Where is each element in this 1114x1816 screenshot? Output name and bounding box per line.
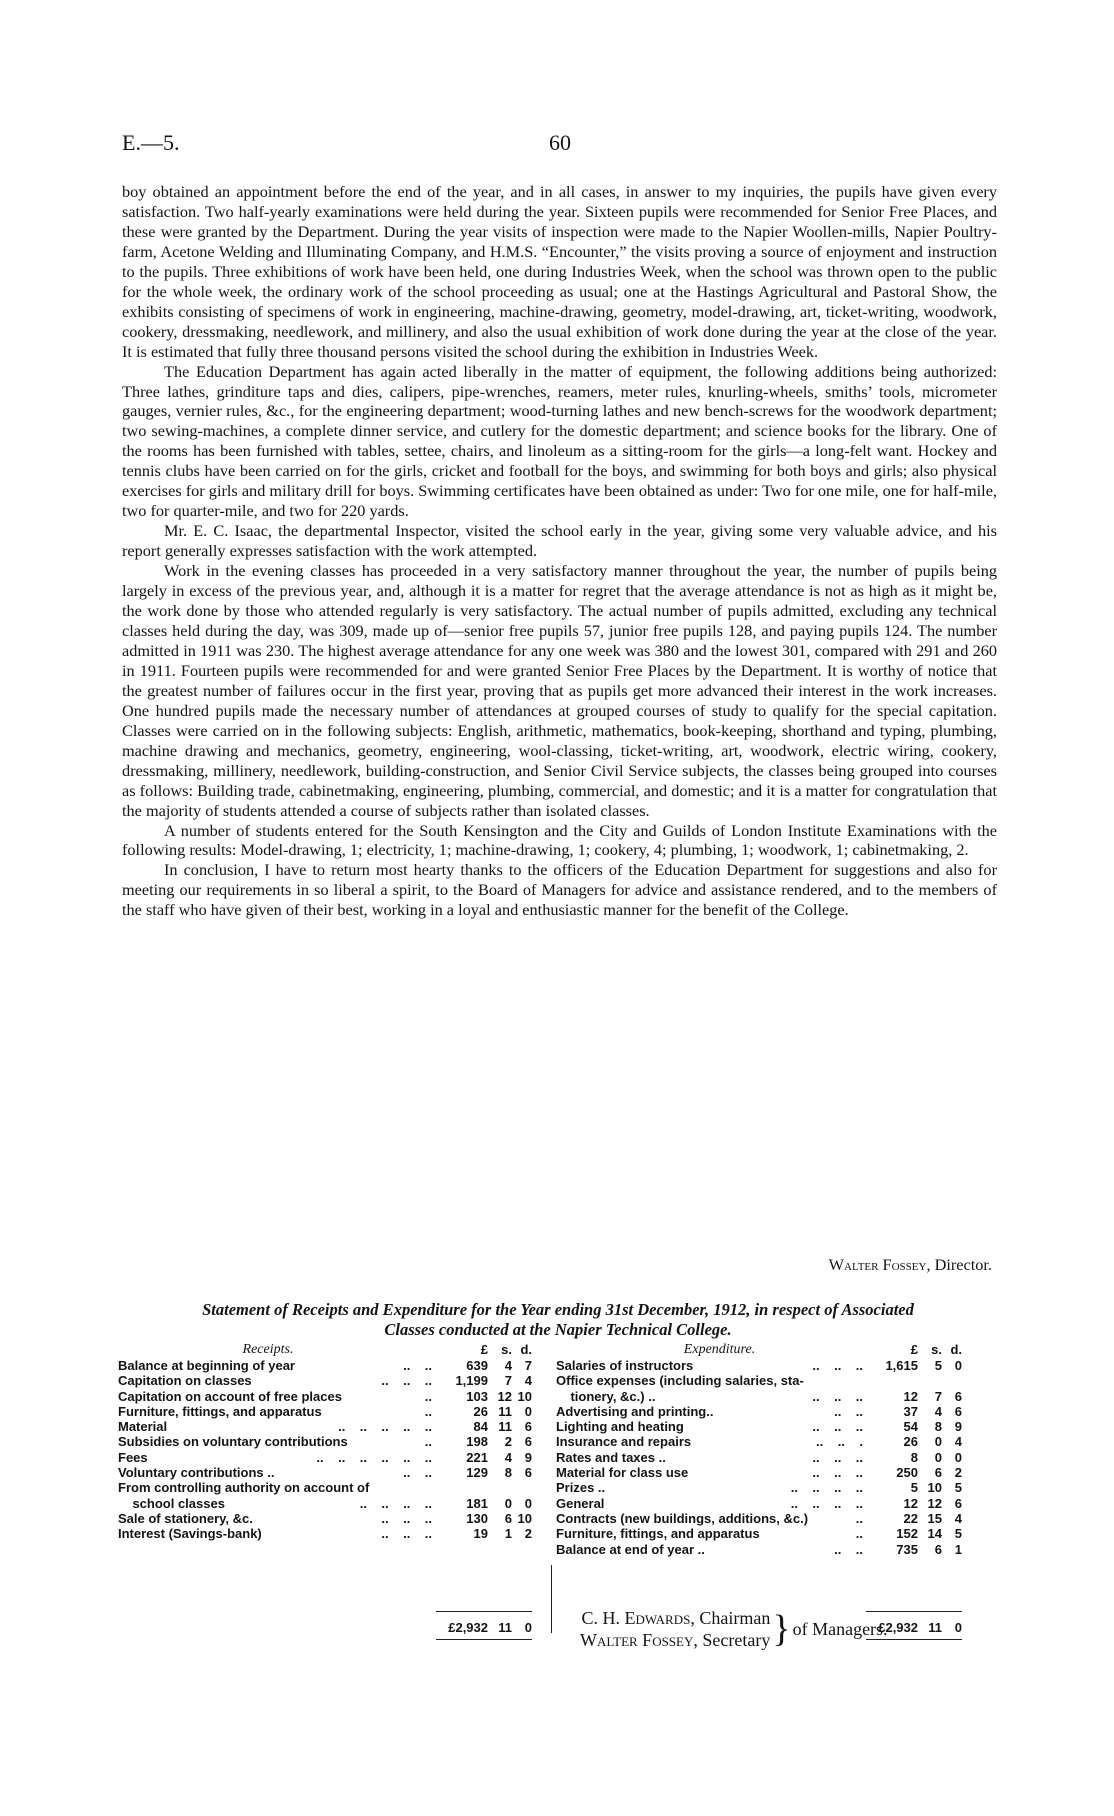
row-label: Capitation on classes <box>118 1373 252 1389</box>
table-row <box>118 1404 538 1419</box>
pounds-head: £ <box>910 1342 918 1357</box>
director-title: , Director. <box>926 1255 992 1274</box>
row-amount <box>436 1526 532 1541</box>
row-label: Fees <box>118 1449 148 1465</box>
row-amount <box>436 1389 532 1404</box>
amount-pence: 10 <box>517 1510 532 1526</box>
row-amount <box>436 1434 532 1449</box>
total-pence: 0 <box>524 1620 532 1635</box>
leader-dots: .. .. .. <box>812 1388 863 1404</box>
row-amount <box>436 1465 532 1480</box>
amount-pounds: 84 <box>473 1419 488 1435</box>
row-amount <box>866 1465 962 1480</box>
row-label: Material <box>118 1419 168 1435</box>
amount-pence: 7 <box>524 1358 532 1373</box>
table-row <box>118 1419 538 1434</box>
table-row <box>556 1496 993 1511</box>
leader-dots: .. .. <box>834 1541 863 1557</box>
leader-dots: .. .. .. .. <box>790 1495 863 1511</box>
amount-pence: 6 <box>524 1419 532 1435</box>
row-amount <box>866 1542 962 1557</box>
leader-dots: .. .. <box>403 1358 432 1373</box>
amount-shillings: 6 <box>934 1541 942 1557</box>
row-amount <box>866 1511 962 1526</box>
amount-pounds: 198 <box>466 1434 488 1450</box>
amount-shillings: 4 <box>504 1358 512 1373</box>
row-amount <box>436 1511 532 1526</box>
table-row <box>118 1511 538 1526</box>
leader-dots: .. .. .. <box>812 1449 863 1465</box>
amount-pence: 4 <box>954 1434 962 1450</box>
expenditure-header-row <box>556 1342 993 1358</box>
table-row <box>118 1465 538 1480</box>
row-amount <box>866 1419 962 1434</box>
amount-shillings: 4 <box>934 1403 942 1419</box>
table-row <box>118 1450 538 1465</box>
leader-dots: .. .. .. <box>812 1358 863 1373</box>
table-row <box>118 1373 538 1388</box>
amount-shillings: 8 <box>934 1419 942 1435</box>
table-row <box>556 1480 993 1495</box>
statement-title <box>118 1300 998 1340</box>
table-row <box>556 1404 993 1419</box>
director-name: Walter Fossey <box>828 1255 927 1274</box>
row-amount <box>866 1450 962 1465</box>
amount-pounds: 221 <box>466 1449 488 1465</box>
amount-pence: 6 <box>524 1434 532 1450</box>
pence-head: d. <box>520 1342 532 1357</box>
row-label: Capitation on account of free places <box>118 1388 342 1404</box>
leader-dots: .. .. . <box>816 1434 863 1450</box>
amount-shillings: 11 <box>498 1419 512 1435</box>
table-row <box>556 1450 993 1465</box>
leader-dots: .. .. .. .. .. .. <box>316 1449 432 1465</box>
amount-pounds: 130 <box>466 1510 488 1526</box>
amount-pounds: 12 <box>903 1388 918 1404</box>
signatory-names <box>580 1607 770 1651</box>
row-label: Balance at end of year .. <box>556 1541 705 1557</box>
total-shillings: 11 <box>928 1620 942 1635</box>
table-row <box>118 1480 538 1495</box>
receipts-currency-heads <box>436 1342 532 1357</box>
amount-pence: 0 <box>954 1358 962 1373</box>
total-pence: 0 <box>954 1620 962 1635</box>
managers-signatures <box>580 1607 888 1651</box>
leader-dots: .. <box>855 1510 863 1526</box>
amount-pounds: 735 <box>896 1541 918 1557</box>
amount-pounds: 639 <box>466 1358 488 1373</box>
total-shillings: 11 <box>498 1620 512 1635</box>
amount-pence: 9 <box>954 1419 962 1435</box>
row-label: Subsidies on voluntary contributions <box>118 1434 348 1450</box>
row-label: Furniture, fittings, and apparatus <box>556 1526 760 1542</box>
paragraph-inspector: Mr. E. C. Isaac, the departmental Inspector, visited the school early in the year, giving some very valuable advice, and his report generally expresses satisfaction with the work attempted. <box>122 521 997 561</box>
row-amount <box>436 1373 532 1388</box>
amount-shillings: 14 <box>927 1526 942 1542</box>
paragraph-examinations: A number of students entered for the South Kensington and the City and Guilds of London Institute Examinations with the following results: Model-drawing, 1; electricity, 1; machine-drawing, 1; cookery, 4; plumbing, 1; woodwork, 1; cabinetmaking, 2. <box>122 820 997 860</box>
amount-pence: 6 <box>954 1388 962 1404</box>
row-amount <box>436 1404 532 1419</box>
total-pounds: £2,932 <box>878 1620 918 1635</box>
row-label: From controlling authority on account of <box>118 1480 370 1496</box>
table-row <box>556 1434 993 1449</box>
leader-dots: .. <box>424 1403 432 1419</box>
signatory-secretary <box>580 1629 770 1651</box>
amount-pounds: 8 <box>910 1449 918 1465</box>
row-label: Advertising and printing.. <box>556 1403 714 1419</box>
leader-dots: .. .. .. <box>381 1510 432 1526</box>
amount-pounds: 54 <box>903 1419 918 1435</box>
paragraph-evening-classes: Work in the evening classes has proceeded in a very satisfactory manner throughout the year, the number of pupils being largely in excess of the previous year, and, although it is a matter for regret that the average attendance is not as high as it might be, the work done by those who attended regularly is very satisfactory. The actual number of pupils admitted, excluding any technical classes held during the day, was 309, made up of—senior free pupils 57, junior free pupils 128, and paying pupils 124. The number admitted in 1911 was 230. The highest average attendance for any one week was 380 and the lowest 301, compared with 291 and 260 in 1911. Fourteen pupils were recommended for and were granted Senior Free Places by the Department. It is worthy of notice that the greatest number of failures occur in the first year, proving that as pupils get more advanced their interest in the work increases. One hundred pupils made the necessary number of attendances at grouped courses of study to qualify for the special capitation. Classes were carried on in the following subjects: English, arithmetic, mathematics, book-keeping, shorthand and typing, plumbing, machine drawing and mechanics, geometry, engineering, wool-classing, ticket-writing, art, woodwork, electric wiring, cookery, dressmaking, millinery, needlework, building-construction, and Senior Civil Service subjects, the classes being grouped into courses as follows: Building trade, cabinetmaking, engineering, plumbing, commercial, and domestic; and it is a matter for congratulation that the majority of students attended a course of subjects rather than isolated classes. <box>122 561 997 820</box>
row-label: Office expenses (including salaries, sta- <box>556 1373 804 1389</box>
row-amount <box>866 1526 962 1541</box>
row-label: Rates and taxes .. <box>556 1449 666 1465</box>
signatories-suffix: of Managers. <box>792 1619 888 1639</box>
amount-pence: 2 <box>954 1465 962 1481</box>
receipts-total-rule-top <box>436 1611 532 1612</box>
secretary-name: Walter Fossey <box>580 1630 694 1650</box>
amount-shillings: 8 <box>504 1465 512 1481</box>
amount-shillings: 12 <box>927 1495 942 1511</box>
amount-pounds: 103 <box>466 1388 488 1404</box>
leader-dots: .. .. .. .. <box>359 1495 432 1511</box>
table-row <box>118 1389 538 1404</box>
amount-shillings: 2 <box>504 1434 512 1450</box>
amount-pounds: 12 <box>903 1495 918 1511</box>
table-row <box>556 1465 993 1480</box>
row-label: Balance at beginning of year <box>118 1358 295 1373</box>
row-label: Voluntary contributions .. <box>118 1465 275 1481</box>
paragraph-equipment: The Education Department has again acted liberally in the matter of equipment, the following additions being authorized: Three lathes, grinditure taps and dies, calipers, pipe-wrenches, reamers, meter rules, knurling-wheels, smiths’ tools, micrometer gauges, vernier rules, &c., for the engineering department; wood-turning lathes and new bench-screws for the woodwork department; two sewing-machines, a complete dinner service, and cutlery for the domestic department; and science books for the library. One of the rooms has been furnished with tables, settee, chairs, and linoleum as a sitting-room for the girls—a long-felt want. Hockey and tennis clubs have been carried on for the girls, cricket and football for the boys, and swimming for both boys and girls; also physical exercises for girls and military drill for boys. Swimming certificates have been obtained as under: Two for one mile, one for half-mile, two for quarter-mile, and two for 220 yards. <box>122 361 997 521</box>
amount-shillings: 6 <box>934 1465 942 1481</box>
row-amount <box>436 1496 532 1511</box>
amount-pence: 4 <box>524 1373 532 1389</box>
amount-pence: 0 <box>524 1495 532 1511</box>
row-label: Lighting and heating <box>556 1419 684 1435</box>
table-row <box>556 1419 993 1434</box>
amount-pence: 0 <box>524 1403 532 1419</box>
amount-pounds: 5 <box>910 1480 918 1496</box>
row-label: Interest (Savings-bank) <box>118 1526 262 1542</box>
amount-shillings: 5 <box>934 1358 942 1373</box>
amount-pounds: 129 <box>466 1465 488 1481</box>
amount-shillings: 12 <box>497 1388 512 1404</box>
leader-dots: .. <box>855 1526 863 1542</box>
receipts-total-rule-bottom <box>436 1639 532 1640</box>
amount-shillings: 11 <box>498 1403 512 1419</box>
leader-dots: .. .. .. <box>381 1526 432 1542</box>
row-label: Contracts (new buildings, additions, &c.) <box>556 1510 809 1526</box>
statement-title-line-1: Statement of Receipts and Expenditure for the Year ending 31st December, 1912, in respect of Associated <box>202 1300 914 1319</box>
table-row <box>118 1434 538 1449</box>
table-row <box>556 1358 993 1373</box>
leader-dots: .. .. .. <box>381 1373 432 1389</box>
secretary-role: , Secretary <box>693 1630 771 1650</box>
amount-pounds: 37 <box>903 1403 918 1419</box>
paragraph-continued: boy obtained an appointment before the end of the year, and in all cases, in answer to my inquiries, the pupils have given every satisfaction. Two half-yearly examinations were held during the year. Sixteen pupils were recommended for Senior Free Places, and these were granted by the Department. During the year visits of inspection were made to the Napier Woollen-mills, Napier Poultry-farm, Acetone Welding and Illuminating Company, and H.M.S. “Encounter,” the visits proving a source of enjoyment and instruction to the pupils. Three exhibitions of work have been held, one during Industries Week, when the school was thrown open to the public for the whole week, the ordinary work of the school proceeding as usual; one at the Hastings Agricultural and Pastoral Show, the exhibits consisting of specimens of work in engineering, machine-drawing, geometry, model-drawing, art, ticket-writing, woodwork, cookery, dressmaking, needlework, and millinery, and also the usual exhibition of work done during the year at the close of the year. It is estimated that fully three thousand persons visited the school during the exhibition in Industries Week. <box>122 182 997 361</box>
table-row <box>556 1511 993 1526</box>
leader-dots: .. .. .. <box>812 1465 863 1481</box>
director-signature <box>829 1255 992 1275</box>
amount-shillings: 6 <box>504 1510 512 1526</box>
amount-shillings: 0 <box>504 1495 512 1511</box>
row-amount <box>866 1389 962 1404</box>
pounds-head: £ <box>480 1342 488 1357</box>
amount-pence: 5 <box>954 1526 962 1542</box>
table-row <box>118 1526 538 1541</box>
row-amount <box>436 1419 532 1434</box>
expenditure-currency-heads <box>866 1342 962 1357</box>
row-amount <box>866 1480 962 1495</box>
row-amount <box>866 1496 962 1511</box>
total-pounds: £2,932 <box>448 1620 488 1635</box>
receipts-header-row <box>118 1342 538 1358</box>
amount-pounds: 1,199 <box>455 1373 488 1389</box>
leader-dots: .. .. .. <box>812 1419 863 1435</box>
amount-shillings: 10 <box>927 1480 942 1496</box>
signatory-chairman <box>580 1607 770 1629</box>
amount-pence: 9 <box>524 1449 532 1465</box>
amount-pence: 4 <box>954 1510 962 1526</box>
table-row <box>556 1373 993 1388</box>
amount-shillings: 15 <box>927 1510 942 1526</box>
receipts-table <box>118 1342 538 1635</box>
amount-pounds: 152 <box>896 1526 918 1542</box>
table-row <box>556 1542 993 1557</box>
row-label: Material for class use <box>556 1465 689 1481</box>
amount-pounds: 181 <box>466 1495 488 1511</box>
amount-shillings: 7 <box>504 1373 512 1389</box>
amount-shillings: 7 <box>934 1388 942 1404</box>
row-amount <box>866 1404 962 1419</box>
row-label: school classes <box>118 1495 225 1511</box>
amount-shillings: 4 <box>504 1449 512 1465</box>
row-amount <box>436 1450 532 1465</box>
leader-dots: .. <box>424 1388 432 1404</box>
amount-pounds: 26 <box>473 1403 488 1419</box>
row-label: Sale of stationery, &c. <box>118 1510 253 1526</box>
paragraph-conclusion: In conclusion, I have to return most hearty thanks to the officers of the Education Department for suggestions and also for meeting our requirements in so liberal a spirit, to the Board of Managers for advice and assistance rendered, and to the members of the staff who have given of their best, working in a loyal and enthusiastic manner for the benefit of the College. <box>122 860 997 920</box>
chairman-name: C. H. Edwards <box>581 1608 691 1628</box>
page-header <box>122 130 998 160</box>
leader-dots: .. .. <box>834 1403 863 1419</box>
amount-pence: 6 <box>954 1495 962 1511</box>
amount-pounds: 1,615 <box>885 1358 918 1373</box>
row-amount <box>866 1358 962 1373</box>
report-reference: E.—5. <box>122 130 180 155</box>
leader-dots: .. <box>424 1434 432 1450</box>
leader-dots: .. .. <box>403 1465 432 1481</box>
table-divider <box>551 1565 552 1633</box>
receipts-heading: Receipts. <box>242 1342 294 1357</box>
amount-pence: 5 <box>954 1480 962 1496</box>
receipts-total-row <box>118 1620 538 1638</box>
amount-pence: 2 <box>524 1526 532 1542</box>
amount-pounds: 19 <box>473 1526 488 1542</box>
amount-pounds: 26 <box>903 1434 918 1450</box>
amount-pence: 6 <box>954 1403 962 1419</box>
amount-pence: 1 <box>954 1541 962 1557</box>
table-row <box>556 1389 993 1404</box>
row-label: Insurance and repairs <box>556 1434 692 1450</box>
brace-glyph: } <box>772 1608 791 1650</box>
row-amount <box>866 1434 962 1449</box>
shillings-head: s. <box>501 1342 512 1357</box>
leader-dots: .. .. .. .. .. <box>338 1419 432 1435</box>
body-text <box>122 182 997 920</box>
chairman-role: , Chairman <box>690 1608 771 1628</box>
table-row <box>118 1496 538 1511</box>
leader-dots: .. .. .. .. <box>790 1480 863 1496</box>
row-label: tionery, &c.) .. <box>556 1388 656 1404</box>
row-label: Prizes .. <box>556 1480 606 1496</box>
amount-pence: 0 <box>954 1449 962 1465</box>
row-amount <box>436 1358 532 1373</box>
amount-pounds: 250 <box>896 1465 918 1481</box>
table-row <box>118 1358 538 1373</box>
row-label: General <box>556 1495 605 1511</box>
row-label: Furniture, fittings, and apparatus <box>118 1403 322 1419</box>
amount-pounds: 22 <box>903 1510 918 1526</box>
amount-pence: 6 <box>524 1465 532 1481</box>
amount-shillings: 0 <box>934 1449 942 1465</box>
table-row <box>556 1526 993 1541</box>
amount-pence: 10 <box>517 1388 532 1404</box>
pence-head: d. <box>950 1342 962 1357</box>
amount-shillings: 1 <box>504 1526 512 1542</box>
amount-shillings: 0 <box>934 1434 942 1450</box>
row-label: Salaries of instructors <box>556 1358 694 1373</box>
statement-title-line-2: Classes conducted at the Napier Technical College. <box>384 1320 732 1339</box>
expenditure-heading: Expenditure. <box>683 1342 756 1357</box>
page-number: 60 <box>549 130 571 155</box>
shillings-head: s. <box>931 1342 942 1357</box>
